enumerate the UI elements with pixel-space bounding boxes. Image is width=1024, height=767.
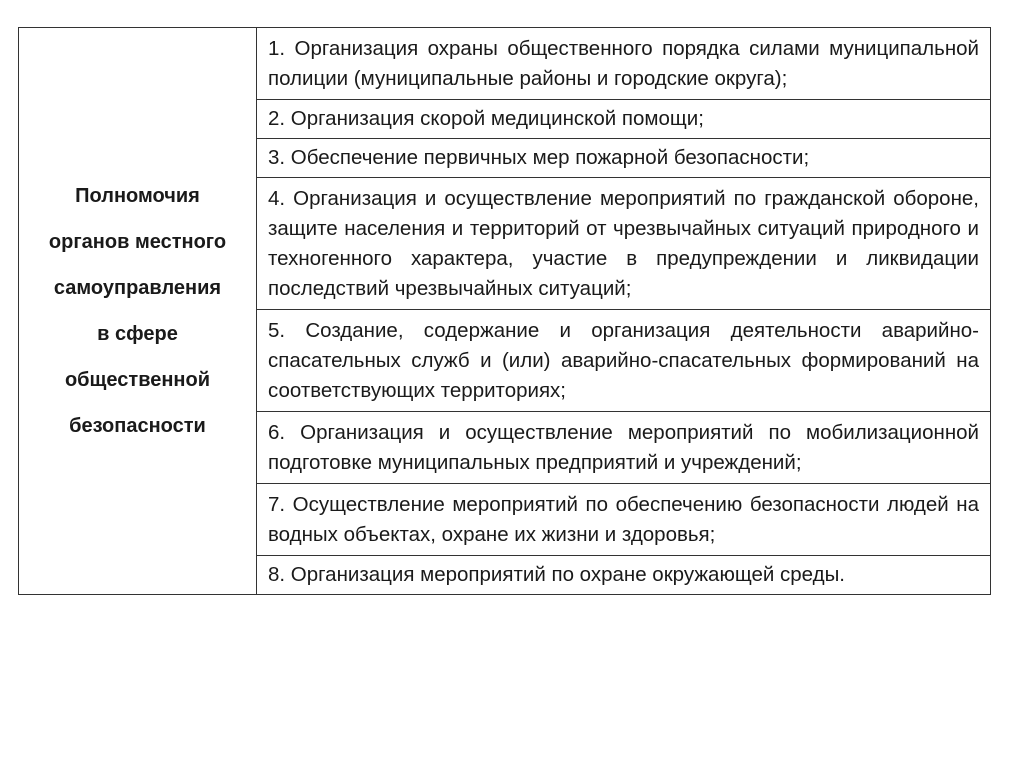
subject-line: в сфере <box>97 323 178 345</box>
subject-line: Полномочия <box>75 185 200 207</box>
item-cell-7: 7. Осуществление мероприятий по обеспечению безопасности людей на водных объектах, охране их жизни и здоровья; <box>257 484 991 556</box>
table-row <box>19 28 991 100</box>
item-cell-3: 3. Обеспечение первичных мер пожарной безопасности; <box>257 139 991 178</box>
subject-line: органов местного <box>48 231 227 253</box>
item-cell-1: 1. Организация охраны общественного порядка силами муниципальной полиции (муниципальные районы и городские округа); <box>257 28 991 100</box>
item-cell-8: 8. Организация мероприятий по охране окружающей среды. <box>257 556 991 595</box>
subject-line: безопасности <box>69 415 206 437</box>
item-cell-6: 6. Организация и осуществление мероприятий по мобилизационной подготовке муниципальных предприятий и учреждений; <box>257 412 991 484</box>
subject-line: общественной <box>64 369 211 391</box>
powers-table <box>18 27 991 595</box>
item-cell-4: 4. Организация и осуществление мероприятий по гражданской обороне, защите населения и территорий от чрезвычайных ситуаций природного и техногенного характера, участие в предупреждении и ликвидации последствий чрезвычайных ситуаций; <box>257 178 991 310</box>
subject-line: самоуправления <box>53 277 222 299</box>
item-cell-5: 5. Создание, содержание и организация деятельности аварийно-спасательных служб и (или) аварийно-спасательных формирований на соответствующих территориях; <box>257 310 991 412</box>
subject-cell <box>19 28 257 595</box>
item-cell-2: 2. Организация скорой медицинской помощи; <box>257 100 991 139</box>
